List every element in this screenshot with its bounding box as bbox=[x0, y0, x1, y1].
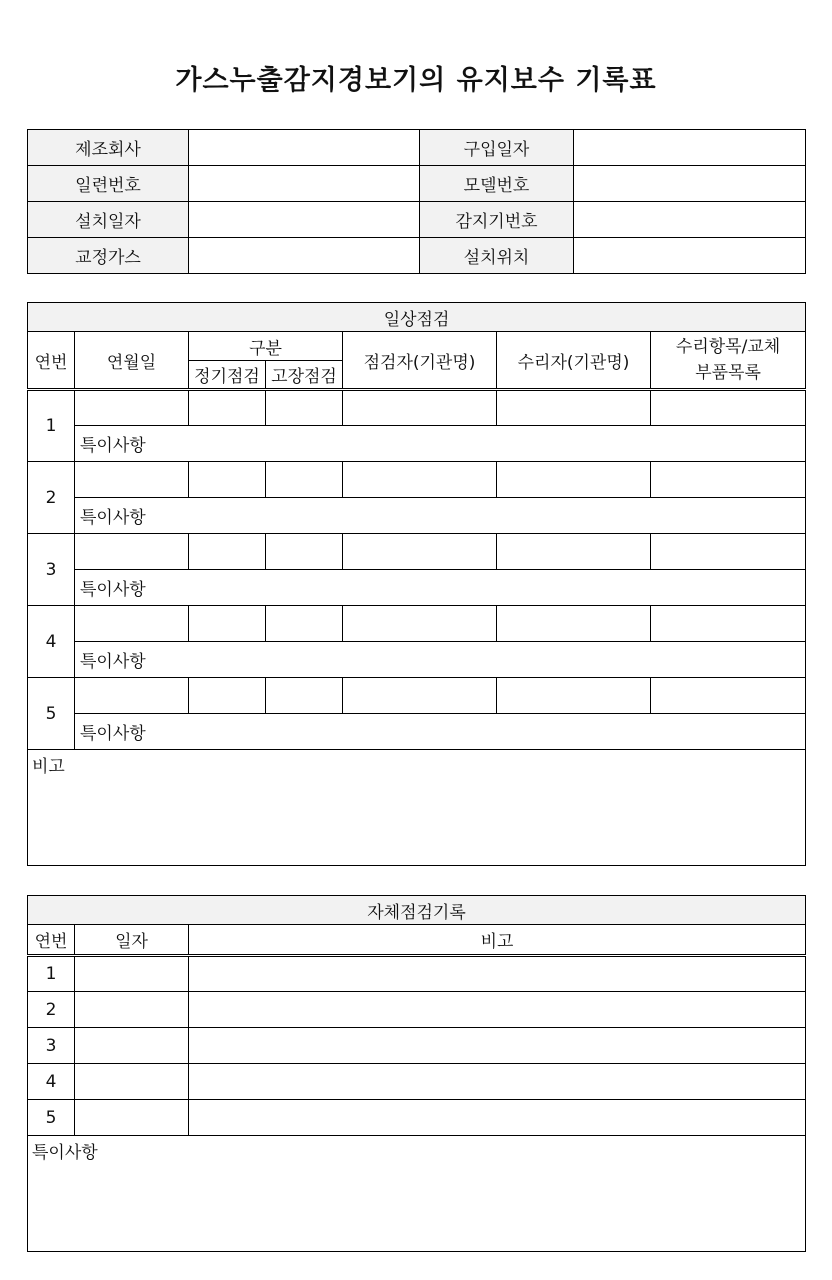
col-regular-header: 정기점검 bbox=[189, 361, 266, 390]
self-check-table bbox=[27, 895, 806, 1252]
row-number: 2 bbox=[28, 462, 75, 534]
fault-cell[interactable] bbox=[266, 390, 343, 426]
row-number: 2 bbox=[28, 992, 75, 1028]
repairer-cell[interactable] bbox=[497, 606, 651, 642]
inspector-cell[interactable] bbox=[343, 534, 497, 570]
date-cell[interactable] bbox=[75, 956, 189, 992]
self-check-row bbox=[28, 956, 806, 992]
self-check-row bbox=[28, 992, 806, 1028]
regular-cell[interactable] bbox=[189, 606, 266, 642]
col-parts-header bbox=[651, 332, 806, 390]
self-check-row bbox=[28, 1100, 806, 1136]
regular-cell[interactable] bbox=[189, 390, 266, 426]
repairer-cell[interactable] bbox=[497, 534, 651, 570]
col-no-header: 연번 bbox=[28, 332, 75, 390]
manufacturer-field[interactable] bbox=[189, 130, 420, 166]
repairer-cell[interactable] bbox=[497, 678, 651, 714]
date-cell[interactable] bbox=[75, 678, 189, 714]
inspector-cell[interactable] bbox=[343, 390, 497, 426]
parts-cell[interactable] bbox=[651, 606, 806, 642]
calibration-gas-field[interactable] bbox=[189, 238, 420, 274]
inspector-cell[interactable] bbox=[343, 678, 497, 714]
self-check-notes-area[interactable]: 특이사항 bbox=[28, 1136, 806, 1252]
daily-row bbox=[28, 462, 806, 498]
self-col-remarks-header: 비고 bbox=[189, 925, 806, 956]
daily-section-title: 일상점검 bbox=[28, 303, 806, 332]
parts-cell[interactable] bbox=[651, 534, 806, 570]
special-notes-cell[interactable]: 특이사항 bbox=[75, 570, 806, 606]
manufacturer-label: 제조회사 bbox=[28, 130, 189, 166]
remarks-cell[interactable] bbox=[189, 956, 806, 992]
serial-number-label: 일련번호 bbox=[28, 166, 189, 202]
row-number: 4 bbox=[28, 606, 75, 678]
detector-number-label: 감지기번호 bbox=[420, 202, 574, 238]
date-cell[interactable] bbox=[75, 1100, 189, 1136]
col-date-header: 연월일 bbox=[75, 332, 189, 390]
special-notes-cell[interactable]: 특이사항 bbox=[75, 426, 806, 462]
special-notes-cell[interactable]: 특이사항 bbox=[75, 642, 806, 678]
serial-number-field[interactable] bbox=[189, 166, 420, 202]
install-date-label: 설치일자 bbox=[28, 202, 189, 238]
model-number-field[interactable] bbox=[574, 166, 806, 202]
parts-cell[interactable] bbox=[651, 678, 806, 714]
regular-cell[interactable] bbox=[189, 534, 266, 570]
install-date-field[interactable] bbox=[189, 202, 420, 238]
parts-cell[interactable] bbox=[651, 462, 806, 498]
fault-cell[interactable] bbox=[266, 606, 343, 642]
row-number: 3 bbox=[28, 534, 75, 606]
special-notes-cell[interactable]: 특이사항 bbox=[75, 498, 806, 534]
install-location-field[interactable] bbox=[574, 238, 806, 274]
parts-cell[interactable] bbox=[651, 390, 806, 426]
remarks-area[interactable]: 비고 bbox=[28, 750, 806, 866]
col-inspector-header: 점검자(기관명) bbox=[343, 332, 497, 390]
inspector-cell[interactable] bbox=[343, 606, 497, 642]
purchase-date-label: 구입일자 bbox=[420, 130, 574, 166]
daily-row bbox=[28, 606, 806, 642]
detector-number-field[interactable] bbox=[574, 202, 806, 238]
row-number: 4 bbox=[28, 1064, 75, 1100]
remarks-cell[interactable] bbox=[189, 992, 806, 1028]
repairer-cell[interactable] bbox=[497, 390, 651, 426]
row-number: 1 bbox=[28, 956, 75, 992]
page-title: 가스누출감지경보기의 유지보수 기록표 bbox=[175, 65, 657, 96]
remarks-cell[interactable] bbox=[189, 1100, 806, 1136]
date-cell[interactable] bbox=[75, 992, 189, 1028]
row-number: 1 bbox=[28, 390, 75, 462]
col-fault-header: 고장점검 bbox=[266, 361, 343, 390]
date-cell[interactable] bbox=[75, 1064, 189, 1100]
self-check-row bbox=[28, 1028, 806, 1064]
self-check-section-title: 자체점검기록 bbox=[28, 896, 806, 925]
fault-cell[interactable] bbox=[266, 534, 343, 570]
self-col-no-header: 연번 bbox=[28, 925, 75, 956]
remarks-cell[interactable] bbox=[189, 1064, 806, 1100]
repairer-cell[interactable] bbox=[497, 462, 651, 498]
model-number-label: 모델번호 bbox=[420, 166, 574, 202]
daily-row bbox=[28, 534, 806, 570]
col-parts-header-line1: 수리항목/교체 bbox=[675, 337, 781, 357]
install-location-label: 설치위치 bbox=[420, 238, 574, 274]
col-parts-header-line2: 부품목록 bbox=[695, 363, 761, 383]
row-number: 3 bbox=[28, 1028, 75, 1064]
date-cell[interactable] bbox=[75, 390, 189, 426]
daily-row bbox=[28, 678, 806, 714]
daily-row bbox=[28, 390, 806, 426]
row-number: 5 bbox=[28, 1100, 75, 1136]
col-category-header: 구분 bbox=[189, 332, 343, 361]
date-cell[interactable] bbox=[75, 534, 189, 570]
fault-cell[interactable] bbox=[266, 678, 343, 714]
self-check-row bbox=[28, 1064, 806, 1100]
remarks-cell[interactable] bbox=[189, 1028, 806, 1064]
col-repairer-header: 수리자(기관명) bbox=[497, 332, 651, 390]
daily-inspection-table bbox=[27, 302, 806, 866]
inspector-cell[interactable] bbox=[343, 462, 497, 498]
fault-cell[interactable] bbox=[266, 462, 343, 498]
equipment-info-table bbox=[27, 129, 806, 274]
calibration-gas-label: 교정가스 bbox=[28, 238, 189, 274]
row-number: 5 bbox=[28, 678, 75, 750]
date-cell[interactable] bbox=[75, 1028, 189, 1064]
regular-cell[interactable] bbox=[189, 678, 266, 714]
self-col-date-header: 일자 bbox=[75, 925, 189, 956]
date-cell[interactable] bbox=[75, 606, 189, 642]
regular-cell[interactable] bbox=[189, 462, 266, 498]
date-cell[interactable] bbox=[75, 462, 189, 498]
special-notes-cell[interactable]: 특이사항 bbox=[75, 714, 806, 750]
purchase-date-field[interactable] bbox=[574, 130, 806, 166]
